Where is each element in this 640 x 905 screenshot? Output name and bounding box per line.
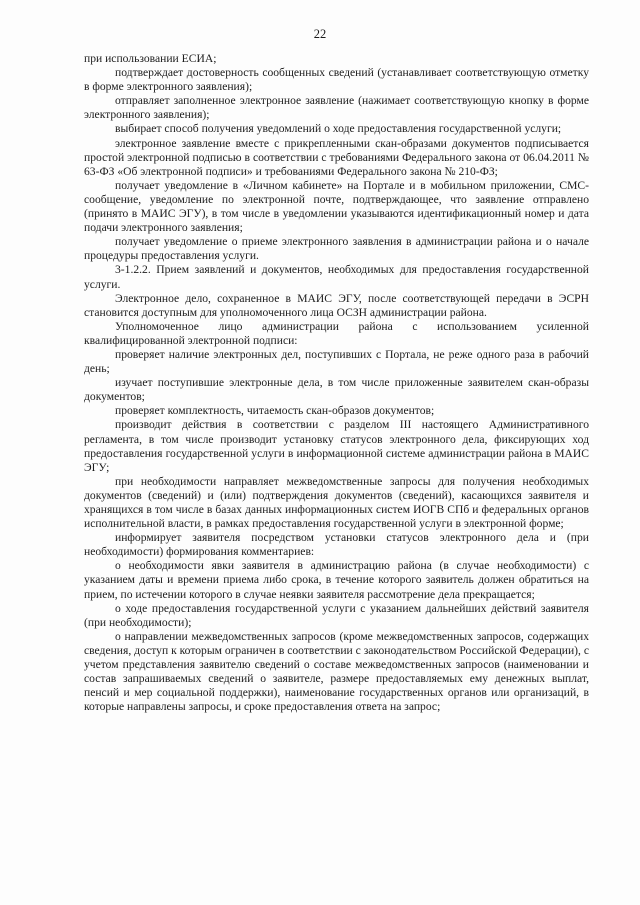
paragraph: электронное заявление вместе с прикрепленными скан-образами документов подписывается простой электронной подписью в соответствии с требованиями Федерального закона от 06.04.2011 № 63-ФЗ «Об электронной подписи» и требованиями Федерального закона № 210-ФЗ; [84,136,589,178]
paragraph: информирует заявителя посредством установки статусов электронного дела и (при необходимости) формирования комментариев: [84,531,589,559]
paragraph: Электронное дело, сохраненное в МАИС ЭГУ, после соответствующей передачи в ЭСРН становится доступным для уполномоченного лица ОСЗН администрации района. [84,291,589,319]
paragraph: подтверждает достоверность сообщенных сведений (устанавливает соответствующую отметку в форме электронного заявления); [84,66,589,94]
paragraph: при необходимости направляет межведомственные запросы для получения необходимых документов (сведений) и (или) подтверждения документов (сведений), касающихся заявителя и хранящихся в том числе в базах данных информационных систем ИОГВ СПб и федеральных органов исполнительной власти, в рамках предоставления государственной услуги в электронной форме; [84,474,589,531]
section-heading: 3-1.2.2. Прием заявлений и документов, необходимых для предоставления государственной услуги. [84,263,589,291]
page-number: 22 [313,27,327,41]
paragraph: Уполномоченное лицо администрации района с использованием усиленной квалифицированной электронной подписи: [84,319,589,347]
paragraph: проверяет комплектность, читаемость скан-образов документов; [115,404,435,418]
paragraph: при использовании ЕСИА; [84,52,217,65]
document-body [84,52,589,714]
paragraph: о необходимости явки заявителя в администрацию района (в случае необходимости) с указанием даты и времени приема либо срока, в течение которого заявитель должен обратиться на прием, по истечении которого в случае неявки заявителя рассмотрение дела прекращается; [84,559,589,601]
paragraph: о направлении межведомственных запросов (кроме межведомственных запросов, содержащих сведения, доступ к которым ограничен в соответствии с законодательством Российской Федерации), с учетом представления заявителю сведений о составе межведомственных запросов (наименовании и состав запрашиваемых сведений о заявителе, размере предоставляемых ему денежных выплат, пенсий и мер социальной поддержки), наименование государственных органов или организаций, в которые направлены запросы, и сроке предоставления ответа на запрос; [84,629,589,714]
paragraph: проверяет наличие электронных дел, поступивших с Портала, не реже одного раза в рабочий день; [84,347,589,376]
paragraph: получает уведомление о приеме электронного заявления в администрации района и о начале процедуры предоставления услуги. [84,235,589,263]
paragraph: изучает поступившие электронные дела, в том числе приложенные заявителем скан-образы документов; [84,376,589,404]
paragraph: выбирает способ получения уведомлений о ходе предоставления государственной услуги; [115,122,562,136]
paragraph: о ходе предоставления государственной услуги с указанием дальнейших действий заявителя (при необходимости); [84,601,589,629]
paragraph: получает уведомление в «Личном кабинете» на Портале и в мобильном приложении, СМС-сообщение, уведомление по электронной почте, подтверждающее, что заявление отправлено (принято в МАИС ЭГУ), в том числе в уведомлении указываются идентификационный номер и дата подачи электронного заявления; [84,178,589,235]
paragraph: производит действия в соответствии с разделом III настоящего Административного регламента, в том числе производит установку статусов электронного дела, фиксирующих ход предоставления государственной услуги в информационной системе администрации района в МАИС ЭГУ; [84,418,589,474]
paragraph: отправляет заполненное электронное заявление (нажимает соответствующую кнопку в форме электронного заявления); [84,94,589,122]
